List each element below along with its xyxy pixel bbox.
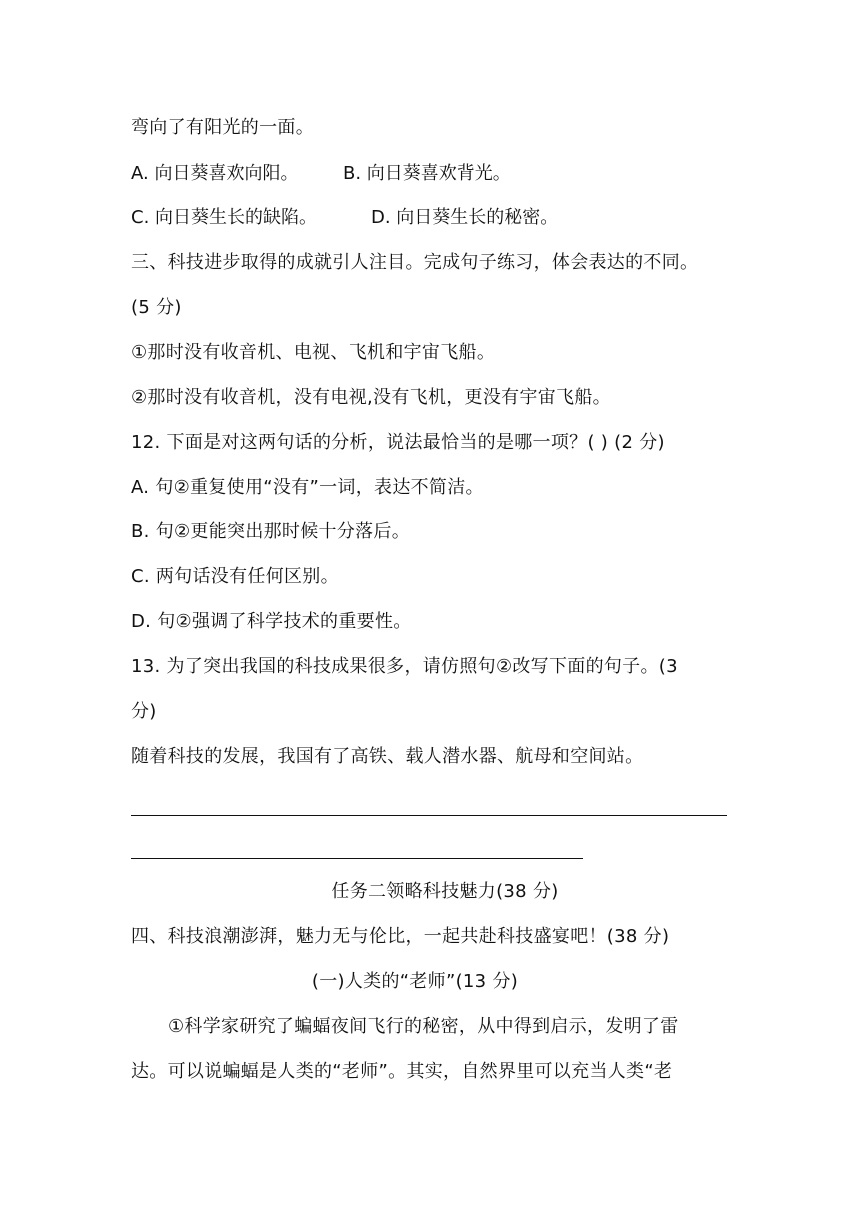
question-12: 12. 下面是对这两句话的分析，说法最恰当的是哪一项？( ) (2 分) [131,432,665,453]
sentence-2: ②那时没有收音机，没有电视,没有飞机，更没有宇宙飞船。 [131,387,611,408]
option-a: A. 向日葵喜欢向阳。 [131,163,299,184]
paragraph-line: 达。可以说蝙蝠是人类的“老师”。其实，自然界里可以充当人类“老 [131,1061,673,1082]
sentence-1: ①那时没有收音机、电视、飞机和宇宙飞船。 [131,342,496,363]
option-c: C. 向日葵生长的缺陷。 [131,207,318,228]
question-13-sentence: 随着科技的发展，我国有了高铁、载人潜水器、航母和空间站。 [131,746,644,767]
option-d: D. 向日葵生长的秘密。 [371,207,559,228]
paragraph-line: ①科学家研究了蝙蝠夜间飞行的秘密，从中得到启示，发明了雷 [168,1016,679,1037]
question-12-option-a: A. 句②重复使用“没有”一词，表达不简洁。 [131,477,484,498]
option-b: B. 向日葵喜欢背光。 [343,163,511,184]
question-12-option-c: C. 两句话没有任何区别。 [131,566,339,587]
question-12-option-d: D. 句②强调了科学技术的重要性。 [131,611,412,632]
answer-line[interactable] [131,858,583,859]
text-line: 弯向了有阳光的一面。 [131,117,314,138]
section-3-score: (5 分) [131,297,182,318]
question-13: 13. 为了突出我国的科技成果很多，请仿照句②改写下面的句子。(3 [131,656,678,677]
subsection-1-heading: (一)人类的“老师”(13 分) [311,971,519,992]
question-12-option-b: B. 句②更能突出那时候十分落后。 [131,521,411,542]
question-13-score: 分) [131,701,157,722]
section-4-title: 四、科技浪潮澎湃，魅力无与伦比，一起共赴科技盛宴吧！(38 分) [131,926,670,947]
task-2-heading: 任务二领略科技魅力(38 分) [331,881,559,902]
section-3-title: 三、科技进步取得的成就引人注目。完成句子练习，体会表达的不同。 [131,252,699,273]
answer-line[interactable] [131,815,727,816]
